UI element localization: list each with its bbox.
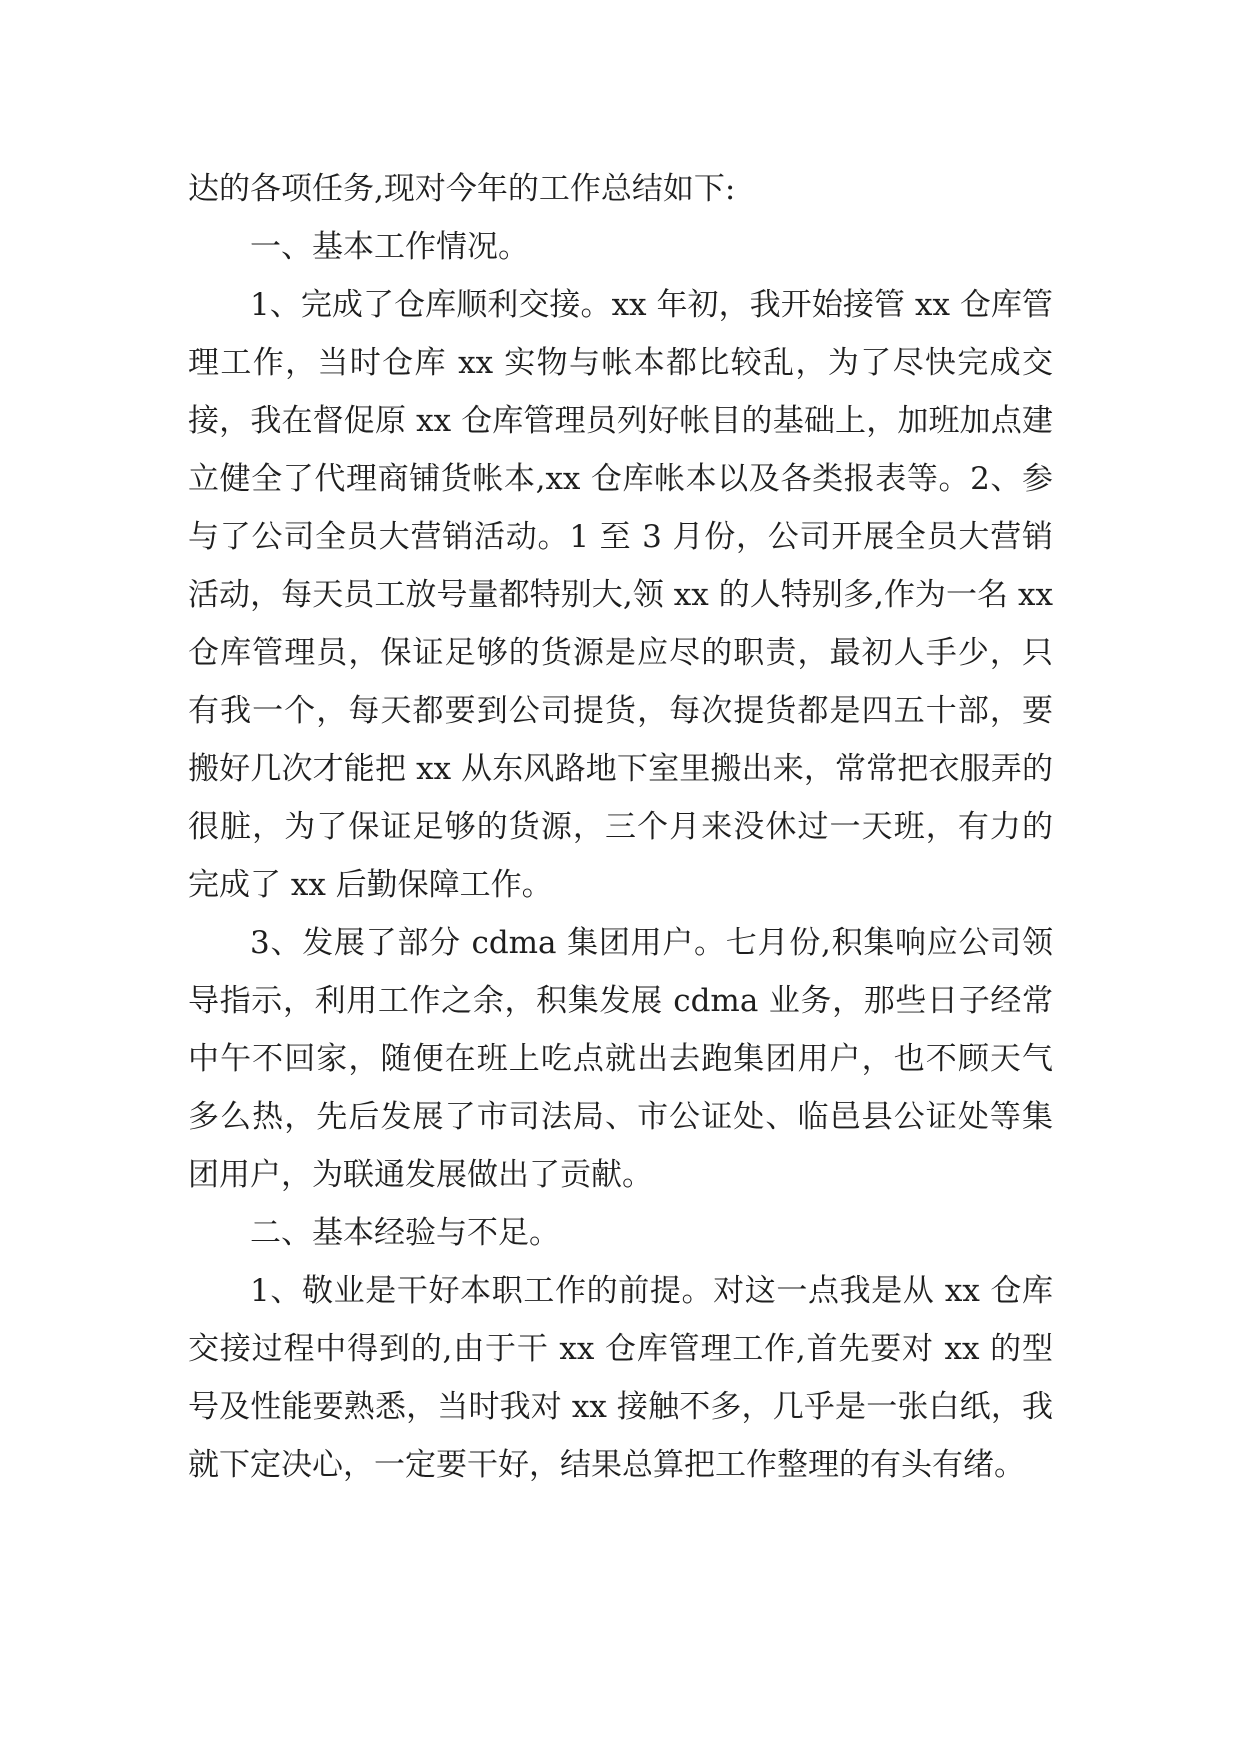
paragraph-item-1-1: 1、完成了仓库顺利交接。xx 年初，我开始接管 xx 仓库管理工作，当时仓库 xx 实物与帐本都比较乱，为了尽快完成交接，我在督促原 xx 仓库管理员列好帐目的基础上，加班加点建立健全了代理商铺货帐本,xx 仓库帐本以及各类报表等。2、参与了公司全员大营销活动。1 至 3 月份，公司开展全员大营销活动，每天员工放号量都特别大,领 xx 的人特别多,作为一名 xx 仓库管理员，保证足够的货源是应尽的职责，最初人手少，只有我一个，每天都要到公司提货，每次提货都是四五十部，要搬好几次才能把 xx 从东风路地下室里搬出来，常常把衣服弄的很脏，为了保证足够的货源，三个月来没休过一天班，有力的完成了 xx 后勤保障工作。: [188, 287, 1053, 903]
document-body: [188, 160, 1053, 1494]
paragraph-item-1-3: 3、发展了部分 cdma 集团用户。七月份,积集响应公司领导指示，利用工作之余，积集发展 cdma 业务，那些日子经常中午不回家，随便在班上吃点就出去跑集团用户，也不顾天气多么热，先后发展了市司法局、市公证处、临邑县公证处等集团用户，为联通发展做出了贡献。: [188, 925, 1053, 1193]
section-heading-experience: 二、基本经验与不足。: [250, 1215, 560, 1251]
paragraph-intro-continued: 达的各项任务,现对今年的工作总结如下:: [188, 171, 736, 207]
paragraph-item-2-1: 1、敬业是干好本职工作的前提。对这一点我是从 xx 仓库交接过程中得到的,由于干 xx 仓库管理工作,首先要对 xx 的型号及性能要熟悉，当时我对 xx 接触不多，几乎是一张白纸，我就下定决心，一定要干好，结果总算把工作整理的有头有绪。: [188, 1273, 1053, 1483]
section-heading-basic-work: 一、基本工作情况。: [250, 229, 529, 265]
